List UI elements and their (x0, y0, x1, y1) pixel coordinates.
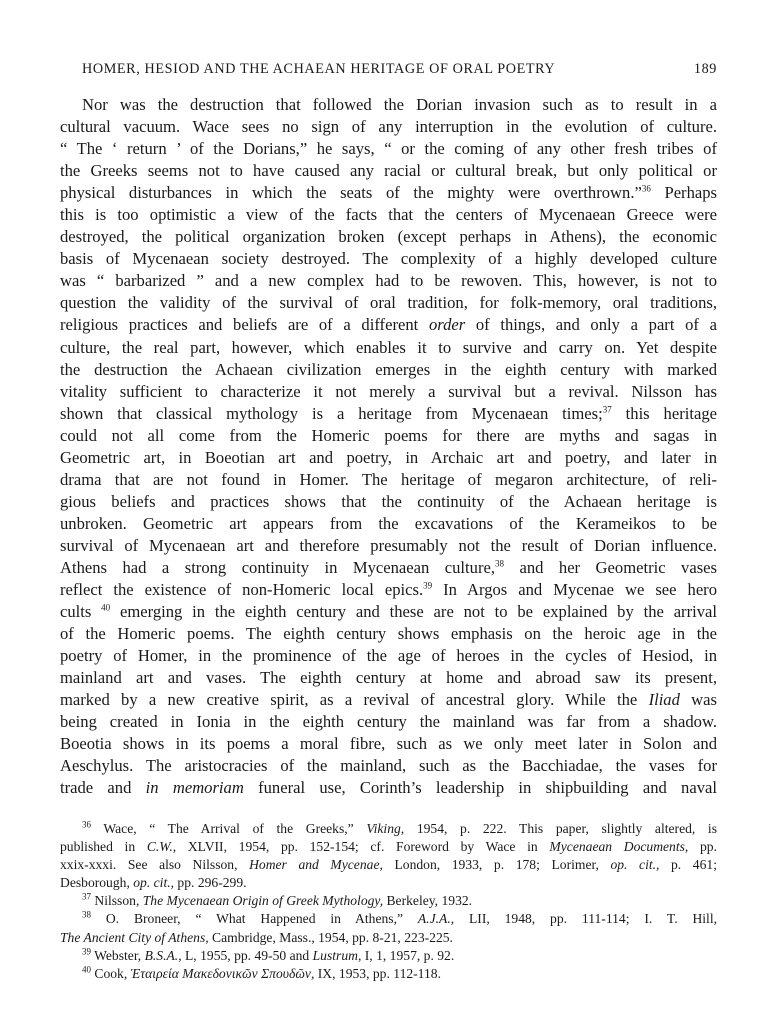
text-line (60, 513, 717, 535)
italic-span: C.W., (146, 838, 177, 854)
text-line (60, 447, 717, 469)
text-line (60, 160, 717, 182)
text-line (60, 601, 717, 623)
text-span: Nor was the destruction that followed the Dorian invasion such as to result in a (82, 95, 717, 114)
text-span: Berkeley, 1932. (383, 893, 473, 909)
text-span: Webster, (91, 947, 145, 963)
text-span: drama that are not found in Homer. The heritage of megaron architecture, of reli- (60, 469, 717, 489)
text-line (60, 381, 717, 403)
text-span: Aeschylus. The aristocracies of the mainland, such as the Bacchiadae, the vases for (60, 756, 717, 776)
footnote-ref-40: 40 (101, 602, 111, 613)
text-span: destroyed, the political organization broken (except perhaps in Athens), the economic (60, 227, 717, 247)
footnote-38 (60, 910, 717, 928)
italic-span: Homer and Mycenae, (249, 856, 383, 872)
text-span: 1954, p. 222. This paper, slightly altered, is (404, 820, 717, 836)
text-line (60, 94, 717, 116)
text-span: IX, 1953, pp. 112-118. (314, 966, 441, 981)
text-span: could not all come from the Homeric poems for there are myths and sagas in (60, 425, 717, 445)
footnote-line (60, 874, 717, 892)
text-span: question the validity of the survival of oral tradition, for folk-memory, oral traditions, (60, 293, 717, 313)
text-line (60, 116, 717, 138)
footnote-number: 39 (82, 946, 91, 957)
text-span: pp. (688, 838, 717, 854)
text-line (60, 425, 717, 447)
text-span: trade and (60, 778, 146, 798)
text-span: Desborough, (60, 875, 134, 891)
italic-span: Viking, (366, 820, 405, 836)
text-span: I, 1, 1957, p. 92. (361, 947, 455, 963)
text-line (60, 535, 717, 557)
footnote-37 (60, 892, 717, 910)
footnote-ref-36: 36 (641, 183, 651, 194)
text-span: religious practices and beliefs are of a different (60, 315, 429, 335)
text-span: Nilsson, (91, 893, 143, 909)
text-line (60, 645, 717, 667)
text-line (60, 579, 717, 601)
footnote-line (60, 838, 717, 856)
text-line (60, 138, 717, 160)
text-span: Boeotia shows in its poems a moral fibre, such as we only meet later in Solon and (60, 734, 717, 754)
text-span: being created in Ionia in the eighth century the mainland was far from a shadow. (60, 712, 717, 732)
italic-span: order (428, 315, 466, 335)
text-line (60, 204, 717, 226)
text-span: shown that classical mythology is a heritage from Mycenaean times; (60, 403, 603, 423)
text-span: London, 1933, p. 178; Lorimer, (382, 856, 611, 872)
text-span: physical disturbances in which the seats of the mighty were overthrown.” (60, 183, 642, 203)
italic-span: B.S.A., (144, 947, 182, 963)
text-span: survival of Mycenaean art and therefore presumably not the result of Dorian influence. (60, 535, 717, 555)
text-line (60, 623, 717, 645)
footnote-39 (60, 947, 717, 965)
italic-span: op. cit., (610, 856, 660, 872)
text-line (60, 337, 717, 359)
text-span: L, 1955, pp. 49-50 and (181, 947, 313, 963)
text-line (60, 248, 717, 270)
text-span: this is too optimistic a view of the facts that the centers of Mycenaean Greece were (60, 205, 717, 225)
text-span: mainland art and vases. The eighth century at home and abroad saw its present, (60, 668, 717, 688)
italic-span: The Mycenaean Origin of Greek Mythology, (142, 893, 384, 909)
text-span: “ The ‘ return ’ of the Dorians,” he says, “ or the coming of any other fresh tribes of (60, 139, 717, 159)
text-span: emerging in the eighth century and these are not to be explained by the arrival (110, 602, 717, 622)
text-span: was (679, 690, 717, 710)
footnote-ref-37: 37 (602, 404, 612, 415)
italic-span: Iliad (648, 690, 680, 710)
text-span: marked by a new creative spirit, as a revival of ancestral glory. While the (60, 690, 638, 710)
text-span: Wace, “ The Arrival of the Greeks,” (91, 820, 367, 836)
text-span: reflect the existence of non-Homeric local epics. (60, 580, 424, 600)
page (60, 58, 717, 983)
footnote-line (60, 929, 717, 947)
text-span: p. 461; (659, 856, 717, 872)
text-span: Athens had a strong continuity in Mycenaean culture, (60, 557, 495, 577)
text-span: and her Geometric vases (504, 557, 717, 577)
page-number: 189 (693, 61, 717, 77)
text-span: of the Homeric poems. The eighth century shows emphasis on the heroic age in the (60, 624, 717, 644)
text-span: published in (60, 838, 147, 854)
text-line (60, 314, 717, 336)
text-span: XLVII, 1954, pp. 152-154; cf. Foreword by Wace in (176, 838, 550, 854)
text-span: LII, 1948, pp. 111-114; I. T. Hill, (454, 911, 717, 927)
text-span: gious beliefs and practices shows that the continuity of the Achaean heritage is (60, 491, 717, 511)
text-span: the Greeks seems not to have caused any racial or cultural break, but only political or (60, 161, 717, 181)
text-line (60, 755, 717, 777)
text-span: poetry of Homer, in the prominence of the age of heroes in the cycles of Hesiod, in (60, 646, 717, 666)
text-span: was “ barbarized ” and a new complex had to be rewoven. This, however, is not to (60, 271, 717, 291)
text-span: Cambridge, Mass., 1954, pp. 8-21, 223-225. (208, 929, 453, 945)
text-line (60, 292, 717, 314)
footnote-line (60, 856, 717, 874)
text-span: cultural vacuum. Wace sees no sign of any interruption in the evolution of culture. (60, 117, 717, 137)
footnote-number: 40 (82, 964, 91, 975)
italic-span: The Ancient City of Athens, (60, 929, 209, 945)
text-line (60, 777, 717, 799)
text-span: this heritage (611, 403, 717, 423)
text-span: funeral use, Corinth’s leadership in shipbuilding and naval (243, 778, 717, 798)
text-line (60, 667, 717, 689)
text-span: pp. 296-299. (174, 875, 247, 891)
text-span: culture, the real part, however, which enables it to survive and carry on. Yet despite (60, 337, 717, 357)
running-head (60, 58, 717, 80)
text-span: of things, and only a part of a (465, 315, 717, 335)
text-span: the destruction the Achaean civilization emerges in the eighth century with marked (60, 359, 717, 379)
italic-span: Mycenaean Documents, (549, 838, 689, 854)
footnote-ref-38: 38 (495, 558, 504, 569)
text-span: basis of Mycenaean society destroyed. The complexity of a highly developed culture (60, 249, 717, 269)
footnotes (60, 820, 717, 984)
footnote-40 (60, 965, 717, 983)
footnote-number: 37 (82, 891, 91, 902)
italic-span: in memoriam (145, 778, 244, 798)
text-line (60, 689, 717, 711)
italic-span: A.J.A., (417, 911, 455, 927)
footnote-36 (60, 820, 717, 838)
italic-span: op. cit., (133, 875, 175, 891)
text-span: xxix-xxxi. See also Nilsson, (60, 856, 250, 872)
text-span: unbroken. Geometric art appears from the excavations of the Kerameikos to be (60, 513, 717, 533)
text-span: Perhaps (650, 183, 718, 203)
text-line (60, 557, 717, 579)
text-span: In Argos and Mycenae we see hero (432, 580, 718, 600)
text-line (60, 469, 717, 491)
text-span: O. Broneer, “ What Happened in Athens,” (91, 911, 418, 927)
italic-span: Lustrum, (312, 947, 362, 963)
text-span: Cook, (91, 966, 131, 981)
footnote-number: 36 (82, 818, 91, 829)
text-line (60, 359, 717, 381)
text-span: vitality sufficient to characterize it not merely a survival but a revival. Nilsson has (60, 381, 717, 401)
text-line (60, 491, 717, 513)
text-line (60, 270, 717, 292)
footnote-ref-39: 39 (423, 580, 433, 591)
running-title: HOMER, HESIOD AND THE ACHAEAN HERITAGE OF ORAL POETRY (82, 61, 556, 77)
italic-span: Ἑταιρεία Μακεδονικῶν Σπουδῶν, (130, 966, 315, 981)
text-line (60, 711, 717, 733)
text-line (60, 733, 717, 755)
body-paragraph (60, 94, 717, 800)
text-span: cults (60, 602, 102, 622)
footnote-number: 38 (82, 909, 91, 920)
text-line (60, 403, 717, 425)
text-line (60, 182, 717, 204)
text-span: Geometric art, in Boeotian art and poetry, in Archaic art and poetry, and later in (60, 447, 717, 467)
text-line (60, 226, 717, 248)
